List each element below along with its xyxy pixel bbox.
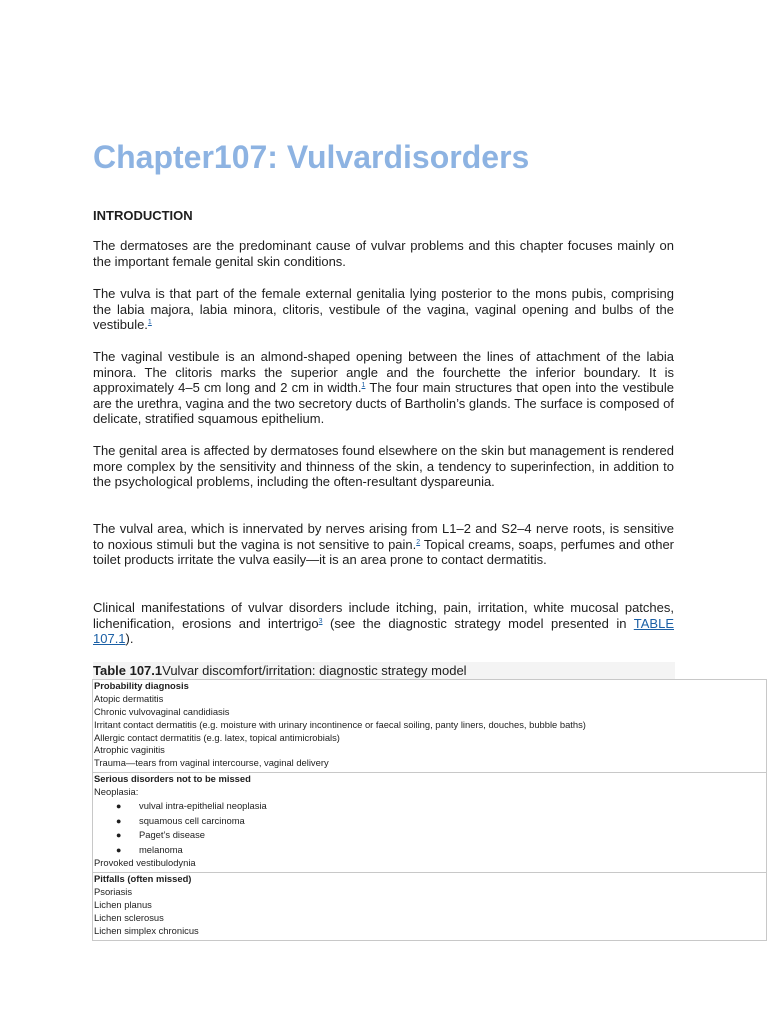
table-section-header: Probability diagnosis [94,680,189,691]
paragraph-6-text-b: (see the diagnostic strategy model presented in [322,615,634,631]
paragraph-5-text-b: Topical creams, soaps, perfumes and other toilet products irritate the vulva easily—it is an area prone to contact dermatitis. [93,536,674,567]
paragraph-5 [93,521,674,568]
paragraph-1: The dermatoses are the predominant cause of vulvar problems and this chapter focuses mainly on the important female genital skin conditions. [93,238,674,269]
paragraph-2 [93,286,674,333]
bullet-icon: ● [116,844,122,855]
bullet-icon: ● [116,815,122,826]
table-caption [93,662,675,679]
section-heading: INTRODUCTION [93,208,193,223]
list-item-label: vulval intra-epithelial neoplasia [139,800,267,812]
table-section-probability [93,680,766,772]
list-item [93,843,766,858]
diagnostic-strategy-table [92,679,767,941]
list-item-label: melanoma [139,843,183,855]
table-row: Lichen sclerosus [94,911,164,923]
list-item-label: squamous cell carcinoma [139,814,245,826]
table-row: Lichen simplex chronicus [94,924,199,936]
table-section-header: Pitfalls (often missed) [94,873,192,885]
table-caption-text: Vulvar discomfort/irritation: diagnostic strategy model [162,663,467,678]
table-row: Psoriasis [94,886,133,898]
paragraph-3-text-a: The vaginal vestibule is an almond-shaped opening between the lines of attachment of the labia minora. The clitoris marks the superior angle and the fourchette the inferior boundary. It is approximately 4–5 cm long and 2 cm in width. [93,349,674,395]
table-row: Provoked vestibulodynia [94,857,196,869]
paragraph-3 [93,349,674,427]
paragraph-6-text-a: Clinical manifestations of vulvar disorders include itching, pain, irritation, white mucosal patches, lichenification, erosions and intertrigo [93,600,674,631]
table-row: Atrophic vaginitis [94,744,165,756]
table-row: Neoplasia: [94,786,139,798]
chapter-title: Chapter107: Vulvardisorders [93,139,530,175]
table-caption-number: Table 107.1 [93,663,163,678]
bullet-icon: ● [116,830,122,841]
paragraph-6-text-c: ). [125,631,134,646]
table-row: Allergic contact dermatitis (e.g. latex, topical antimicrobials) [94,731,340,743]
list-item [93,828,766,843]
paragraph-4: The genital area is affected by dermatoses found elsewhere on the skin but management is rendered more complex by the sensitivity and thinness of the skin, a tendency to superinfection, in addition to the psychological problems, including the often-resultant dyspareunia. [93,443,674,489]
paragraph-3-text-b: The four main structures that open into the vestibule are the urethra, vagina and the two secretory ducts of Bartholin’s glands. The surface is composed of delicate, stratified squamous epithelium. [93,380,675,426]
table-row: Atopic dermatitis [94,692,164,704]
table-section-header: Serious disorders not to be missed [94,773,251,785]
table-row: Lichen planus [94,899,152,911]
list-item [93,799,766,814]
table-section-serious [93,772,766,872]
bullet-icon: ● [116,801,122,812]
footnote-ref-3[interactable]: 3 [318,617,323,625]
footnote-ref-1[interactable]: 1 [147,319,152,326]
table-row: Trauma—tears from vaginal intercourse, vaginal delivery [94,757,329,769]
table-row: Irritant contact dermatitis (e.g. moisture with urinary incontinence or faecal soiling, panty liners, douches, bubble baths) [94,718,586,730]
paragraph-5-text-a: The vulval area, which is innervated by nerves arising from L1–2 and S2–4 nerve roots, is sensitive to noxious stimuli but the vagina is not sensitive to pain. [93,521,674,552]
table-row: Chronic vulvovaginal candidiasis [94,705,230,717]
paragraph-2-text: The vulva is that part of the female external genitalia lying posterior to the mons pubis, comprising the labia majora, labia minora, clitoris, vestibule of the vagina, vaginal opening and bulbs of the vestibule. [93,286,674,332]
list-item [93,814,766,829]
list-item-label: Paget’s disease [139,829,206,841]
table-107-1-link[interactable]: TABLE 107.1 [93,615,674,646]
paragraph-6 [93,600,674,647]
footnote-ref-1b[interactable]: 1 [361,382,366,389]
table-section-pitfalls [93,872,766,939]
footnote-ref-2[interactable]: 2 [416,538,421,546]
